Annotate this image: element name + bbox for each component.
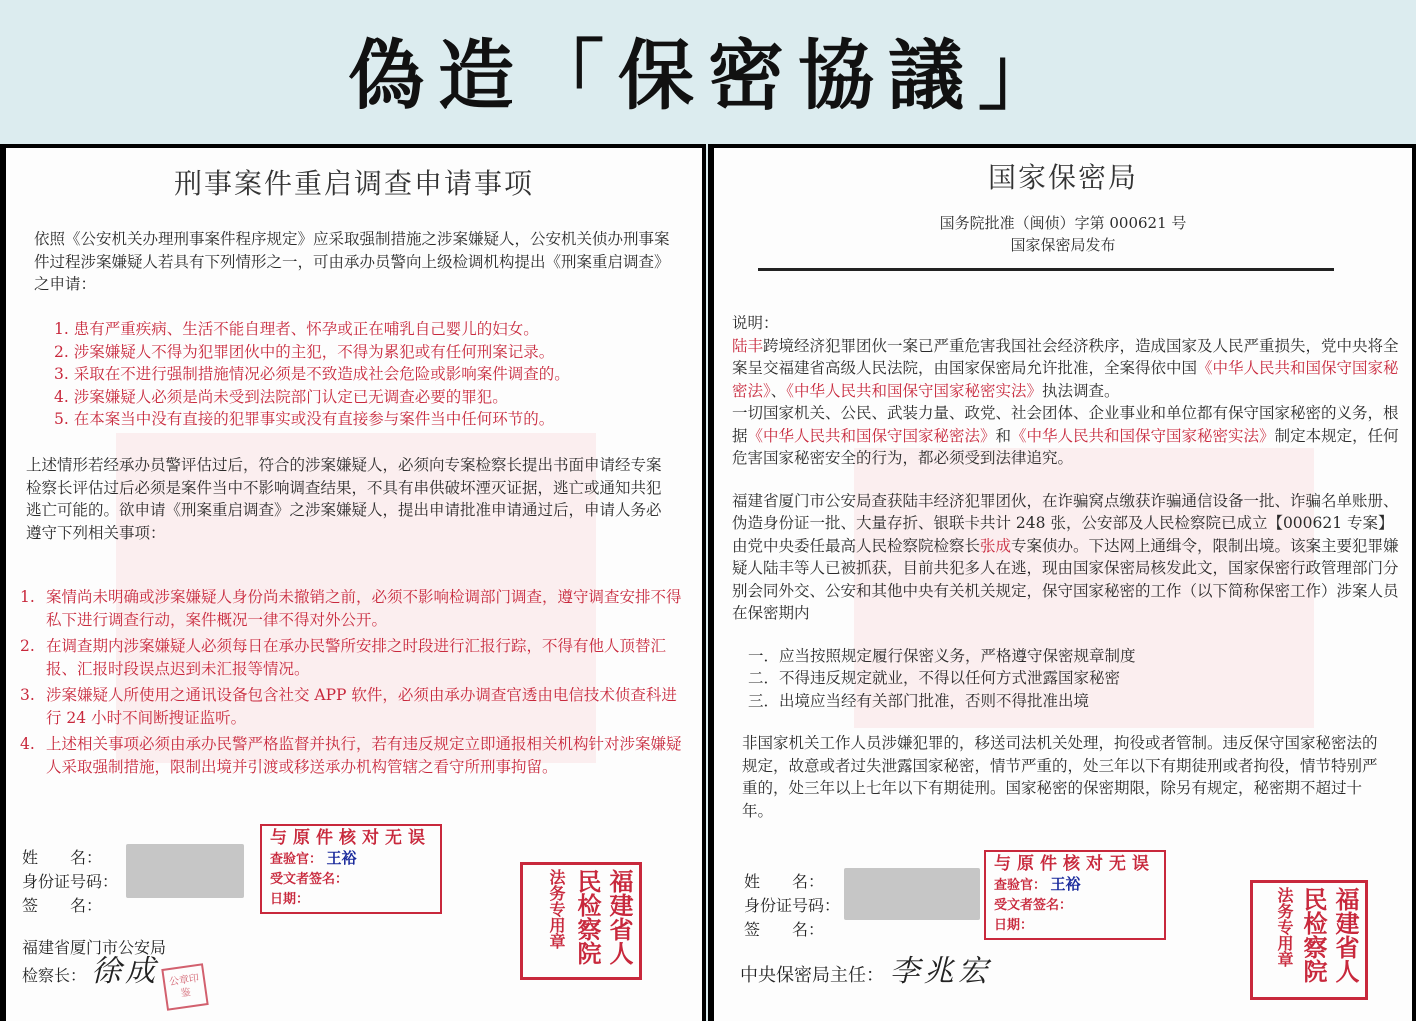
signature-field-label: 签 名： — [744, 920, 825, 939]
seal-line-2: 民检察院 — [573, 869, 602, 965]
left-fields — [22, 846, 118, 918]
rule-text: 在调查期内涉案嫌疑人必须每日在承办民警所安排之时段进行汇报行踪，不得有他人顶替汇报、汇报时段误点迟到未汇报等情况。 — [46, 637, 667, 678]
procuratorate-seal — [520, 862, 642, 980]
paragraph-4: 非国家机关工作人员涉嫌犯罪的，移送司法机关处理，拘役或者管制。违反保守国家秘密法的规定，故意或者过失泄露国家秘密，情节严重的，处三年以下有期徒刑或者拘役，情节特别严重的，处三年以上七年以下有期徒刑。国家秘密的保密期限，除另有规定，秘密期不超过十年。 — [742, 734, 1378, 820]
intro-label: 说明： — [732, 314, 779, 332]
left-rules — [20, 586, 690, 782]
condition-item: 3. 采取在不进行强制措施情况必须是不致造成社会危险或影响案件调查的。 — [54, 365, 570, 383]
verify-stamp — [984, 850, 1166, 940]
left-doc-title: 刑事案件重启调查申请事项 — [173, 167, 534, 200]
redacted-name-block — [844, 868, 980, 920]
handwritten-signature: 李兆宏 — [889, 954, 992, 989]
left-footer — [22, 936, 166, 988]
condition-item: 4. 涉案嫌疑人必须是尚未受到法院部门认定已无调查必要的罪犯。 — [54, 387, 508, 406]
duty-item: 一．应当按照规定履行保密义务，严格遵守保密规章制度 — [748, 646, 1136, 665]
right-body — [732, 312, 1402, 822]
paragraph-gap — [732, 470, 1402, 490]
rule-number: 4. — [20, 735, 35, 753]
name-field-label: 姓 名： — [22, 848, 103, 867]
verify-stamp-checker: 查验官： 王裕 — [994, 875, 1081, 893]
left-document — [6, 148, 702, 1021]
approval-number: 国务院批准（闽侦）字第 000621 号 — [939, 214, 1187, 232]
rule-number: 3. — [20, 686, 35, 704]
rule-item — [20, 586, 690, 631]
law-reference: 《中华人民共和国保守国家秘密实法》 — [1011, 426, 1275, 445]
header-banner — [0, 0, 1416, 142]
law-reference: 《中华人民共和国保守国家秘密法》 — [747, 426, 996, 445]
seal-line-2: 民检察院 — [1299, 887, 1328, 983]
verify-stamp-receiver: 受文者签名： — [994, 898, 1073, 913]
seal-line-3: 法务专用章 — [547, 869, 566, 949]
condition-item: 2. 涉案嫌疑人不得为犯罪团伙中的主犯，不得为累犯或有任何刑案记录。 — [54, 342, 555, 361]
footer-signer-line — [22, 954, 166, 989]
signature-field-label: 签 名： — [22, 896, 103, 915]
paragraph-gap — [732, 625, 1402, 645]
duty-item: 三．出境应当经有关部门批准，否则不得批准出境 — [748, 691, 1090, 710]
seal-line-1: 福建省人 — [605, 869, 634, 965]
verify-stamp-heading: 与原件核对无误 — [994, 854, 1155, 874]
seal-line-1: 福建省人 — [1331, 887, 1360, 983]
paragraph-2: 一切国家机关、公民、武装力量、政党、社会团体、企业事业和单位都有保守国家秘密的义务，根据《中华人民共和国保守国家秘密法》和《中华人民共和国保守国家秘密实法》制定本规定，任何危害国家秘密安全的行为，都必须受到法律追究。 — [732, 404, 1399, 467]
right-document — [714, 148, 1412, 1021]
right-fields — [744, 870, 840, 942]
duties-list — [732, 645, 1402, 713]
footer-title: 检察长： — [22, 966, 87, 985]
official-small-seal: 公章印鉴 — [161, 963, 208, 1010]
header-title: 偽造「保密協議」 — [348, 30, 1068, 120]
right-footer — [740, 954, 992, 989]
rule-item — [20, 684, 690, 729]
header-rule — [758, 268, 1334, 271]
paragraph-gap — [732, 712, 1402, 732]
law-reference: 《中华人民共和国保守国家秘密法》 — [732, 359, 1399, 400]
verify-stamp-date: 日期： — [270, 892, 310, 907]
rule-item — [20, 733, 690, 778]
rule-text: 上述相关事项必须由承办民警严格监督并执行，若有违反规定立即通报相关机构针对涉案嫌疑人采取强制措施，限制出境并引渡或移送承办机构管辖之看守所刑事拘留。 — [46, 735, 682, 776]
prosecutor-name: 张成 — [980, 536, 1012, 555]
handwritten-signature: 徐成 — [91, 954, 160, 989]
left-document-frame — [0, 144, 706, 1021]
left-conditions — [34, 318, 674, 431]
checker-signature: 王裕 — [1050, 875, 1081, 893]
seal-line-3: 法务专用章 — [1275, 887, 1294, 967]
condition-item: 5. 在本案当中没有直接的犯罪事实或没有直接参与案件当中任何环节的。 — [54, 410, 555, 428]
right-doc-title: 国家保密局 — [987, 161, 1138, 194]
left-intro: 依照《公安机关办理刑事案件程序规定》应采取强制措施之涉案嫌疑人，公安机关侦办刑事案件过程涉案嫌疑人若具有下列情形之一，可由承办员警向上级检调机构提出《刑案重启调查》之申请： — [34, 230, 670, 293]
checker-signature: 王裕 — [326, 849, 357, 867]
right-document-frame — [708, 144, 1416, 1021]
verify-stamp-heading: 与原件核对无误 — [270, 828, 431, 848]
redacted-name-block — [126, 844, 244, 898]
duty-item: 二．不得违反规定就业，不得以任何方式泄露国家秘密 — [748, 669, 1121, 687]
issuer-line: 国家保密局发布 — [1010, 236, 1116, 254]
condition-item: 1. 患有严重疾病、生活不能自理者、怀孕或正在哺乳自己婴儿的妇女。 — [54, 320, 539, 338]
id-field-label: 身份证号码： — [22, 872, 119, 891]
id-field-label: 身份证号码： — [744, 896, 841, 915]
left-body: 上述情形若经承办员警评估过后，符合的涉案嫌疑人，必须向专案检察长提出书面申请经专案检察长评估过后必须是案件当中不影响调查结果，不具有串供破坏湮灭证据，逃亡或通知共犯逃亡可能的。欲申请《刑案重启调查》之涉案嫌疑人，提出申请批准申请通过后，申请人务必遵守下列相关事项： — [26, 456, 662, 542]
suspect-name: 陆丰 — [732, 336, 764, 355]
name-field-label: 姓 名： — [744, 872, 825, 891]
procuratorate-seal — [1250, 880, 1368, 1000]
rule-number: 2. — [20, 637, 35, 655]
paragraph-3: 福建省厦门市公安局查获陆丰经济犯罪团伙，在诈骗窝点缴获诈骗通信设备一批、诈骗名单账册、伪造身份证一批、大量存折、银联卡共计 248 张，公安部及人民检察院已成立【000621 专案】由党中央委任最高人民检察院检察长张成专案侦办。下达网上通缉令，限制出境。该案主要犯罪嫌疑人陆丰等人已被抓获，目前共犯多人在逃，现由国家保密局核发此文，国家保密行政管理部门分别会同外交、公安和其他中央有关机关规定，保守国家秘密的工作（以下简称保密工作）涉案人员在保密期内 — [732, 491, 1399, 622]
rule-item — [20, 635, 690, 680]
verify-stamp-date: 日期： — [994, 918, 1034, 933]
law-reference: 《中华人民共和国保守国家秘密实法》 — [786, 381, 1043, 400]
rule-text: 涉案嫌疑人所使用之通讯设备包含社交 APP 软件，必须由承办调查官透由电信技术侦查科进行 24 小时不间断搜证监听。 — [46, 686, 677, 727]
footer-organization: 福建省厦门市公安局 — [22, 938, 167, 957]
rule-number: 1. — [20, 588, 35, 606]
verify-stamp-receiver: 受文者签名： — [270, 872, 349, 887]
verify-stamp — [260, 824, 442, 914]
verify-stamp-checker: 查验官： 王裕 — [270, 849, 357, 867]
footer-title: 中央保密局主任： — [740, 965, 884, 986]
paragraph-1: 陆丰跨境经济犯罪团伙一案已严重危害我国社会经济秩序，造成国家及人民严重损失，党中央将全案呈交福建省高级人民法院，由国家保密局允许批准，全案得依中国《中华人民共和国保守国家秘密法》、《中华人民共和国保守国家秘密实法》执法调查。 — [732, 336, 1399, 400]
rule-text: 案情尚未明确或涉案嫌疑人身份尚未撤销之前，必须不影响检调部门调查，遵守调查安排不得私下进行调查行动，案件概况一律不得对外公开。 — [46, 588, 682, 629]
